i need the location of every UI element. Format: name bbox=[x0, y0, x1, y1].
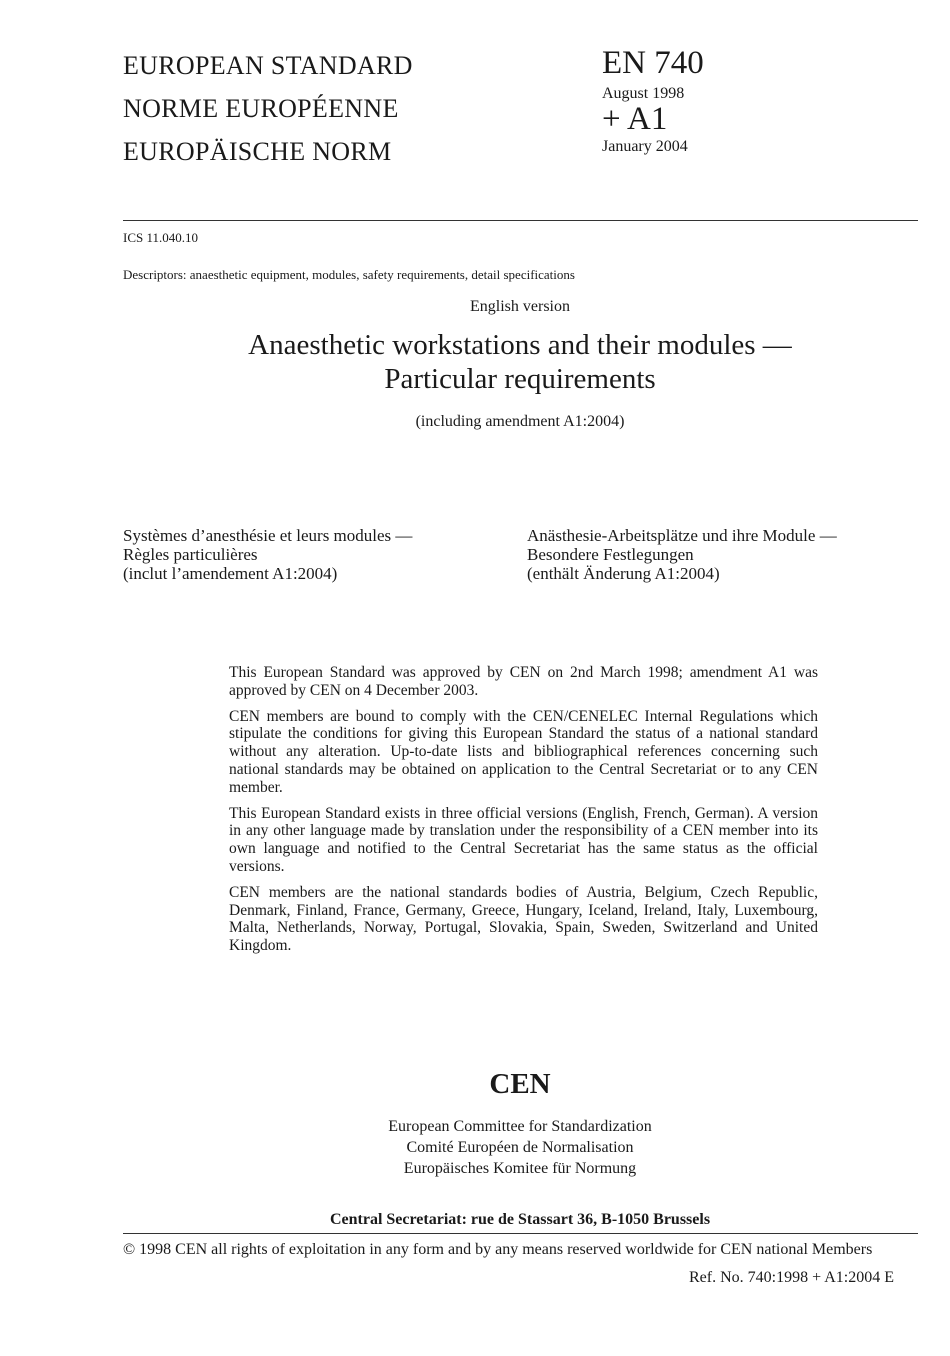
title-german: EUROPÄISCHE NORM bbox=[123, 137, 392, 166]
title-line-1: Anaesthetic workstations and their modules — bbox=[248, 329, 792, 361]
descriptors: Descriptors: anaesthetic equipment, modules, safety requirements, detail specifications bbox=[123, 267, 575, 282]
paragraph-approval: This European Standard was approved by CEN on 2nd March 1998; amendment A1 was approved by CEN on 4 December 2003. bbox=[229, 664, 818, 699]
amendment-date: January 2004 bbox=[602, 138, 688, 155]
german-line-1: Anästhesie-Arbeitsplätze und ihre Module — bbox=[527, 526, 837, 545]
org-name-english: European Committee for Standardization bbox=[388, 1118, 652, 1135]
standard-date: August 1998 bbox=[602, 85, 685, 102]
paragraph-compliance: CEN members are bound to comply with the CEN/CENELEC Internal Regulations which stipulate the conditions for giving this European Standard the status of a national standard without any alteration. Up-to-date lists and bibliographical references concerning such national standards may be obtained on application to the Central Secretariat or to any CEN member. bbox=[229, 707, 818, 796]
reference-number: Ref. No. 740:1998 + A1:2004 E bbox=[689, 1269, 895, 1286]
french-line-1: Systèmes d’anesthésie et leurs modules — bbox=[123, 526, 413, 545]
cen-logo: CEN bbox=[489, 1068, 551, 1100]
header-divider bbox=[123, 220, 918, 221]
version-label: English version bbox=[470, 298, 570, 315]
approval-text bbox=[229, 664, 818, 963]
ics-code: ICS 11.040.10 bbox=[123, 230, 198, 245]
amendment-label: + A1 bbox=[602, 101, 668, 137]
paragraph-members: CEN members are the national standards bodies of Austria, Belgium, Czech Republic, Denmark, Finland, France, Germany, Greece, Hungary, Iceland, Ireland, Italy, Luxembourg, Malta, Netherlands, Norway, Portugal, Slovakia, Spain, Sweden, Switzerland and United Kingdom. bbox=[229, 883, 818, 955]
german-line-3: (enthält Änderung A1:2004) bbox=[527, 564, 720, 583]
german-line-2: Besondere Festlegungen bbox=[527, 545, 694, 564]
secretariat-address: Central Secretariat: rue de Stassart 36, B-1050 Brussels bbox=[329, 1211, 711, 1228]
amendment-note: (including amendment A1:2004) bbox=[415, 413, 625, 430]
standard-number: EN 740 bbox=[602, 45, 704, 81]
organization-names bbox=[0, 1116, 950, 1179]
org-name-french: Comité Européen de Normalisation bbox=[406, 1139, 634, 1156]
french-title-block bbox=[123, 526, 412, 583]
french-line-2: Règles particulières bbox=[123, 545, 258, 564]
standard-type-titles bbox=[123, 44, 413, 173]
copyright-notice: © 1998 CEN all rights of exploitation in any form and by any means reserved worldwide for CEN national Members bbox=[123, 1241, 873, 1258]
title-english: EUROPEAN STANDARD bbox=[123, 51, 413, 80]
title-line-2: Particular requirements bbox=[384, 363, 656, 395]
org-name-german: Europäisches Komitee für Normung bbox=[403, 1160, 637, 1177]
title-french: NORME EUROPÉENNE bbox=[123, 94, 399, 123]
paragraph-versions: This European Standard exists in three official versions (English, French, German). A version in any other language made by translation under the responsibility of a CEN member into its own language and notified to the Central Secretariat has the same status as the official versions. bbox=[229, 804, 818, 875]
document-title bbox=[0, 328, 950, 396]
footer-divider bbox=[123, 1233, 918, 1234]
german-title-block bbox=[527, 526, 837, 583]
french-line-3: (inclut l’amendement A1:2004) bbox=[123, 564, 338, 583]
